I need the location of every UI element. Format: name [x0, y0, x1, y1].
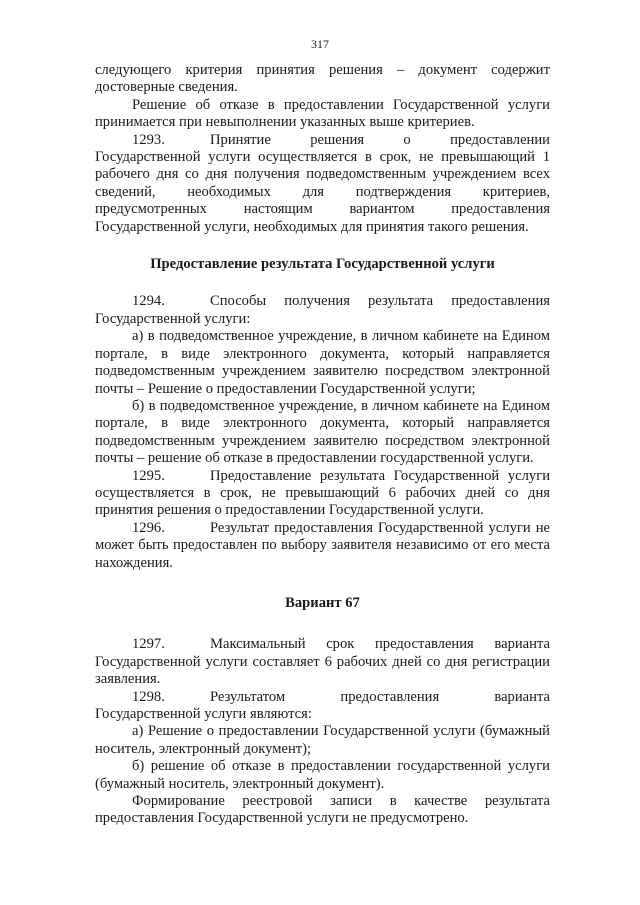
paragraph-refusal-criteria: Решение об отказе в предоставлении Государственной услуги принимается при невыполнении указанных выше критериев.: [95, 96, 550, 131]
page-number: 317: [311, 37, 329, 51]
section-heading-result: Предоставление результата Государственной услуги: [150, 256, 495, 273]
paragraph-number: 1298.: [132, 688, 165, 705]
paragraph-1296: [95, 520, 550, 572]
paragraph-continuation: следующего критерия принятия решения – документ содержит достоверные сведения.: [95, 62, 550, 96]
paragraph-number: 1293.: [132, 131, 165, 148]
paragraph-text: Результат предоставления Государственной услуги не может быть предоставлен по выбору заявителя независимо от его места нахождения.: [95, 519, 550, 571]
paragraph-1297: [95, 636, 550, 688]
paragraph-text: Принятие решения о предоставлении Государственной услуги осуществляется в срок, не превышающий 1 рабочего дня со дня получения подведомственным учреждением всех сведений, необходимых для подтверждения критериев, предусмотренных настоящим вариантом предоставления Государственной услуги, необходимых для принятия такого решения.: [95, 131, 550, 235]
paragraph-1298-b: б) решение об отказе в предоставлении государственной услуги (бумажный носитель, электронный документ).: [95, 758, 550, 792]
paragraph-text: Предоставление результата Государственной услуги осуществляется в срок, не превышающий 6 рабочих дней со дня принятия решения о предоставлении Государственной услуги.: [95, 467, 550, 519]
paragraph-text: Способы получения результата предоставления Государственной услуги:: [95, 293, 550, 327]
paragraph-1294: [95, 293, 550, 328]
paragraph-1294-a: а) в подведомственное учреждение, в личном кабинете на Едином портале, в виде электронного документа, который направляется подведомственным учреждением заявителю посредством электронной почты – Решение о предоставлении Государственной услуги;: [95, 328, 550, 397]
paragraph-1293: [95, 132, 550, 236]
paragraph-number: 1296.: [132, 519, 165, 536]
paragraph-number: 1295.: [132, 467, 165, 484]
paragraph-number: 1294.: [132, 293, 165, 310]
paragraph-number: 1297.: [132, 636, 165, 653]
paragraph-text: Максимальный срок предоставления варианта Государственной услуги составляет 6 рабочих дней со дня регистрации заявления.: [95, 636, 550, 688]
document-body: [95, 62, 550, 828]
paragraph-registry-record: Формирование реестровой записи в качестве результата предоставления Государственной услуги не предусмотрено.: [95, 793, 550, 827]
paragraph-1295: [95, 468, 550, 520]
paragraph-1298-a: а) Решение о предоставлении Государственной услуги (бумажный носитель, электронный документ);: [95, 723, 550, 757]
paragraph-text: Результатом предоставления варианта Государственной услуги являются:: [95, 688, 550, 722]
paragraph-1298: [95, 689, 550, 724]
paragraph-1294-b: б) в подведомственное учреждение, в личном кабинете на Едином портале, в виде электронного документа, который направляется подведомственным учреждением заявителю посредством электронной почты – решение об отказе в предоставлении государственной услуги.: [95, 397, 550, 467]
section-heading-variant: Вариант 67: [285, 594, 360, 611]
